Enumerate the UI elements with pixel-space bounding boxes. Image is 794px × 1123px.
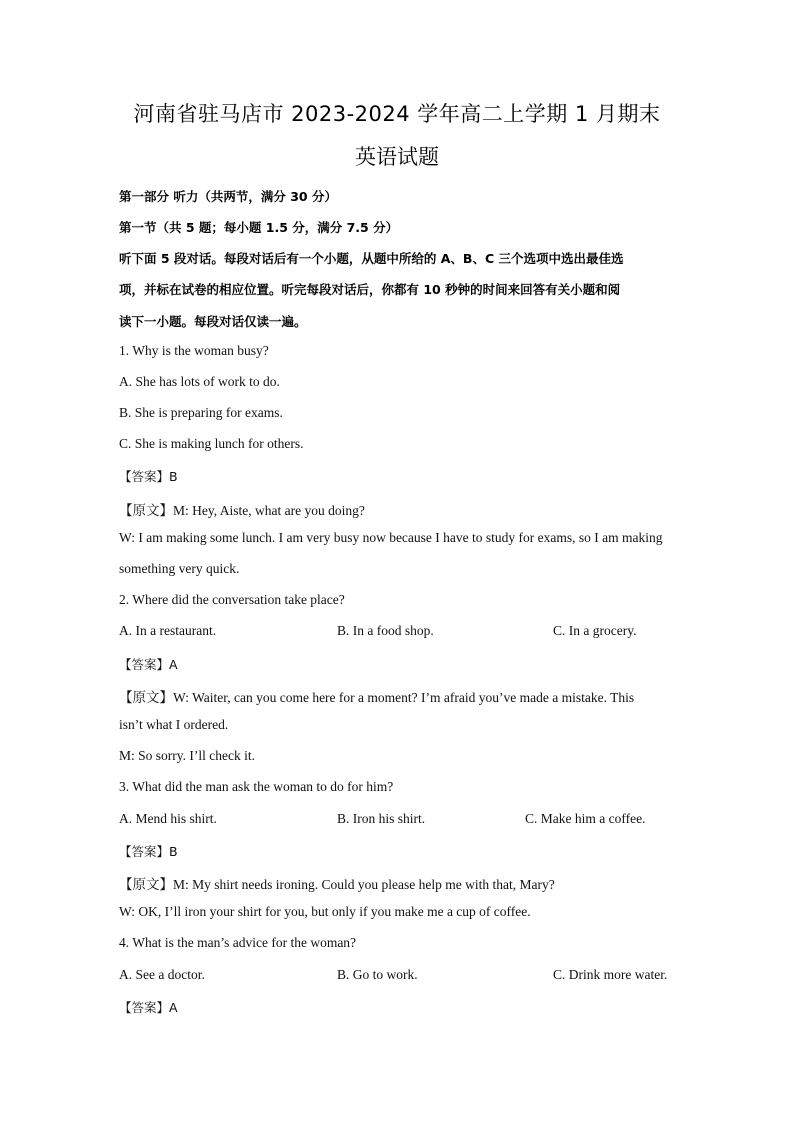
answer-key: 【答案】A: [119, 657, 178, 672]
answer-option: A. She has lots of work to do.: [119, 374, 280, 389]
transcript-line: M: So sorry. I’ll check it.: [119, 748, 255, 763]
transcript-line: isn’t what I ordered.: [119, 717, 229, 732]
answer-option: B. In a food shop.: [337, 623, 434, 638]
document-subtitle: 英语试题: [355, 145, 439, 169]
answer-option: B. Go to work.: [337, 967, 418, 982]
answer-key: 【答案】B: [119, 844, 178, 859]
question-stem: 4. What is the man’s advice for the woman?: [119, 935, 357, 950]
instructions-line: 听下面 5 段对话。每段对话后有一个小题，从题中所给的 A、B、C 三个选项中选出最佳选: [119, 251, 624, 266]
answer-option: C. She is making lunch for others.: [119, 436, 304, 451]
question-stem: 1. Why is the woman busy?: [119, 343, 269, 358]
answer-option: C. Make him a coffee.: [525, 811, 646, 826]
question-stem: 2. Where did the conversation take place?: [119, 592, 345, 607]
part-heading: 第一部分 听力（共两节，满分 30 分）: [119, 189, 337, 204]
transcript-line: W: I am making some lunch. I am very busy now because I have to study for exams, so I am making: [119, 530, 663, 545]
answer-key: 【答案】A: [119, 1000, 178, 1015]
transcript-line: 【原文】M: My shirt needs ironing. Could you please help me with that, Mary?: [119, 877, 555, 892]
instructions-line: 读下一小题。每段对话仅读一遍。: [119, 314, 307, 329]
transcript-line: 【原文】W: Waiter, can you come here for a moment? I’m afraid you’ve made a mistake. This: [119, 690, 635, 705]
answer-option: C. Drink more water.: [553, 967, 668, 982]
answer-key: 【答案】B: [119, 469, 178, 484]
answer-option: A. Mend his shirt.: [119, 811, 217, 826]
answer-option: A. In a restaurant.: [119, 623, 217, 638]
transcript-line: something very quick.: [119, 561, 240, 576]
answer-option: B. Iron his shirt.: [337, 811, 426, 826]
question-stem: 3. What did the man ask the woman to do for him?: [119, 779, 394, 794]
document-title: 河南省驻马店市 2023-2024 学年高二上学期 1 月期末: [133, 102, 661, 126]
answer-option: C. In a grocery.: [553, 623, 637, 638]
instructions-line: 项，并标在试卷的相应位置。听完每段对话后，你都有 10 秒钟的时间来回答有关小题和阅: [119, 282, 621, 297]
section-heading: 第一节（共 5 题；每小题 1.5 分，满分 7.5 分）: [119, 220, 399, 235]
transcript-line: W: OK, I’ll iron your shirt for you, but only if you make me a cup of coffee.: [119, 904, 531, 919]
answer-option: B. She is preparing for exams.: [119, 405, 283, 420]
transcript-line: 【原文】M: Hey, Aiste, what are you doing?: [119, 503, 365, 518]
answer-option: A. See a doctor.: [119, 967, 205, 982]
